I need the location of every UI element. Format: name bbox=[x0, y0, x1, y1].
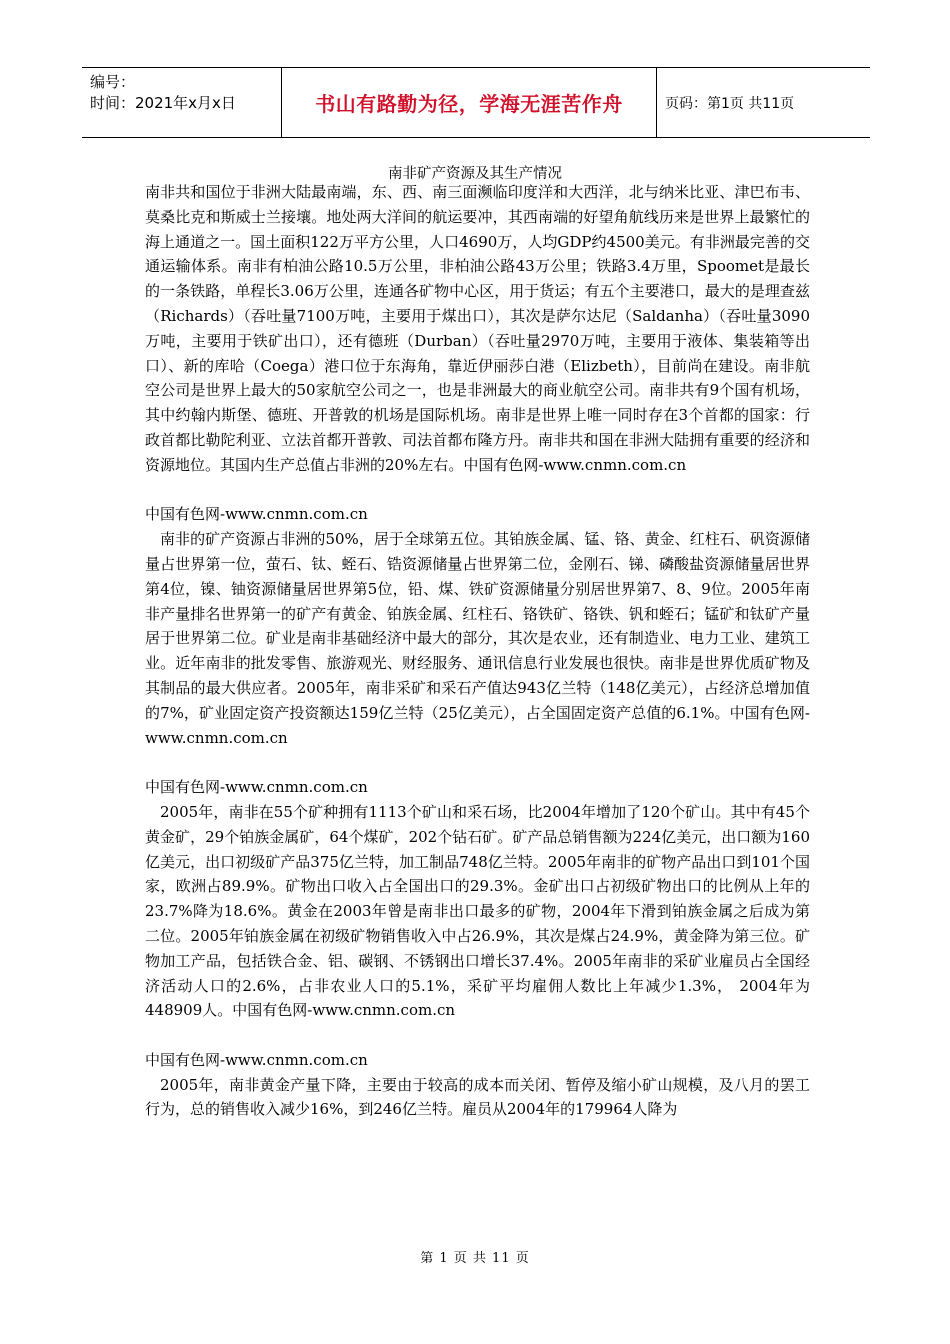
paragraph-intro: 南非共和国位于非洲大陆最南端，东、西、南三面濒临印度洋和大西洋，北与纳米比亚、津巴布韦、莫桑比克和斯威士兰接壤。地处两大洋间的航运要冲，其西南端的好望角航线历来是世界上最繁忙的海上通道之一。国土面积122万平方公里，人口4690万，人均GDP约4500美元。有非洲最完善的交通运输体系。南非有柏油公路10.5万公里，非柏油公路43万公里；铁路3.4万里，Spoomet是最长的一条铁路，单程长3.06万公里，连通各矿物中心区，用于货运；有五个主要港口，最大的是理查兹（Richards）（吞吐量7100万吨，主要用于煤出口），其次是萨尔达尼（Saldanha）（吞吐量3090万吨，主要用于铁矿出口），还有德班（Durban）（吞吐量2970万吨，主要用于液体、集装箱等出口）、新的库哈（Coega）港口位于东海角，靠近伊丽莎白港（Elizbeth），目前尚在建设。南非航空公司是世界上最大的50家航空公司之一，也是非洲最大的商业航空公司。南非共有9个国有机场，其中约翰内斯堡、德班、开普敦的机场是国际机场。南非是世界上唯一同时存在3个首都的国家：行政首都比勒陀利亚、立法首都开普敦、司法首都布隆方丹。南非共和国在非洲大陆拥有重要的经济和资源地位。其国内生产总值占非洲的20%左右。中国有色网-www.cnmn.com.cn bbox=[145, 183, 810, 474]
page-label: 页码：第1页 共11页 bbox=[665, 95, 795, 112]
number-label: 编号： bbox=[90, 73, 136, 91]
paragraph-resources: 南非的矿产资源占非洲的50%，居于全球第五位。其铂族金属、锰、铬、黄金、红柱石、矾资源储量占世界第一位，萤石、钛、蛭石、锆资源储量占世界第二位，金刚石、锑、磷酸盐资源储量居世界第4位，镍、铀资源储量居世界第5位，铅、煤、铁矿资源储量分别居世界第7、8、9位。2005年南非产量排名世界第一的矿产有黄金、铂族金属、红柱石、铬铁矿、铬铁、钒和蛭石；锰矿和钛矿产量居于世界第二位。矿业是南非基础经济中最大的部分，其次是农业，还有制造业、电力工业、建筑工业。近年南非的批发零售、旅游观光、财经服务、通讯信息行业发展也很快。南非是世界优质矿物及其制品的最大供应者。2005年，南非采矿和采石产值达943亿兰特（148亿美元），占经济总增加值的7%，矿业固定资产投资额达159亿兰特（25亿美元），占全国固定资产总值的6.1%。中国有色网-www.cnmn.com.cn bbox=[145, 530, 810, 747]
document-title: 南非矿产资源及其生产情况 bbox=[388, 166, 562, 182]
source-line: 中国有色网-www.cnmn.com.cn bbox=[145, 505, 368, 524]
paragraph-gold: 2005年，南非黄金产量下降，主要由于较高的成本而关闭、暂停及缩小矿山规模，及八月的罢工行为，总的销售收入减少16%，到246亿兰特。雇员从2004年的179964人降为 bbox=[145, 1075, 810, 1119]
document-body bbox=[145, 180, 810, 1122]
motto: 书山有路勤为径，学海无涯苦作舟 bbox=[282, 68, 657, 137]
source-line: 中国有色网-www.cnmn.com.cn bbox=[145, 1050, 368, 1069]
date-label: 时间：2021年x月x日 bbox=[90, 94, 236, 112]
paragraph-mines: 2005年，南非在55个矿种拥有1113个矿山和采石场，比2004年增加了120个矿山。其中有45个黄金矿，29个铂族金属矿，64个煤矿，202个钻石矿。矿产品总销售额为224亿美元，出口额为160亿美元，出口初级矿产品375亿兰特，加工制品748亿兰特。2005年南非的矿物产品出口到101个国家，欧洲占89.9%。矿物出口收入占全国出口的29.3%。金矿出口占初级矿物出口的比例从上年的23.7%降为18.6%。黄金在2003年曾是南非出口最多的矿物，2004年下滑到铂族金属之后成为第二位。2005年铂族金属在初级矿物销售收入中占26.9%，其次是煤占24.9%，黄金降为第三位。矿物加工产品，包括铁合金、铝、碳钢、不锈钢出口增长37.4%。2005年南非的采矿业雇员占全国经济活动人口的2.6%，占非农业人口的5.1%，采矿平均雇佣人数比上年减少1.3%， 2004年为448909人。中国有色网-www.cnmn.com.cn bbox=[145, 802, 810, 1020]
source-line: 中国有色网-www.cnmn.com.cn bbox=[145, 778, 368, 797]
header-left-cell bbox=[82, 68, 282, 137]
header-table bbox=[82, 67, 870, 138]
page-footer: 第 1 页 共 11 页 bbox=[420, 1251, 530, 1266]
